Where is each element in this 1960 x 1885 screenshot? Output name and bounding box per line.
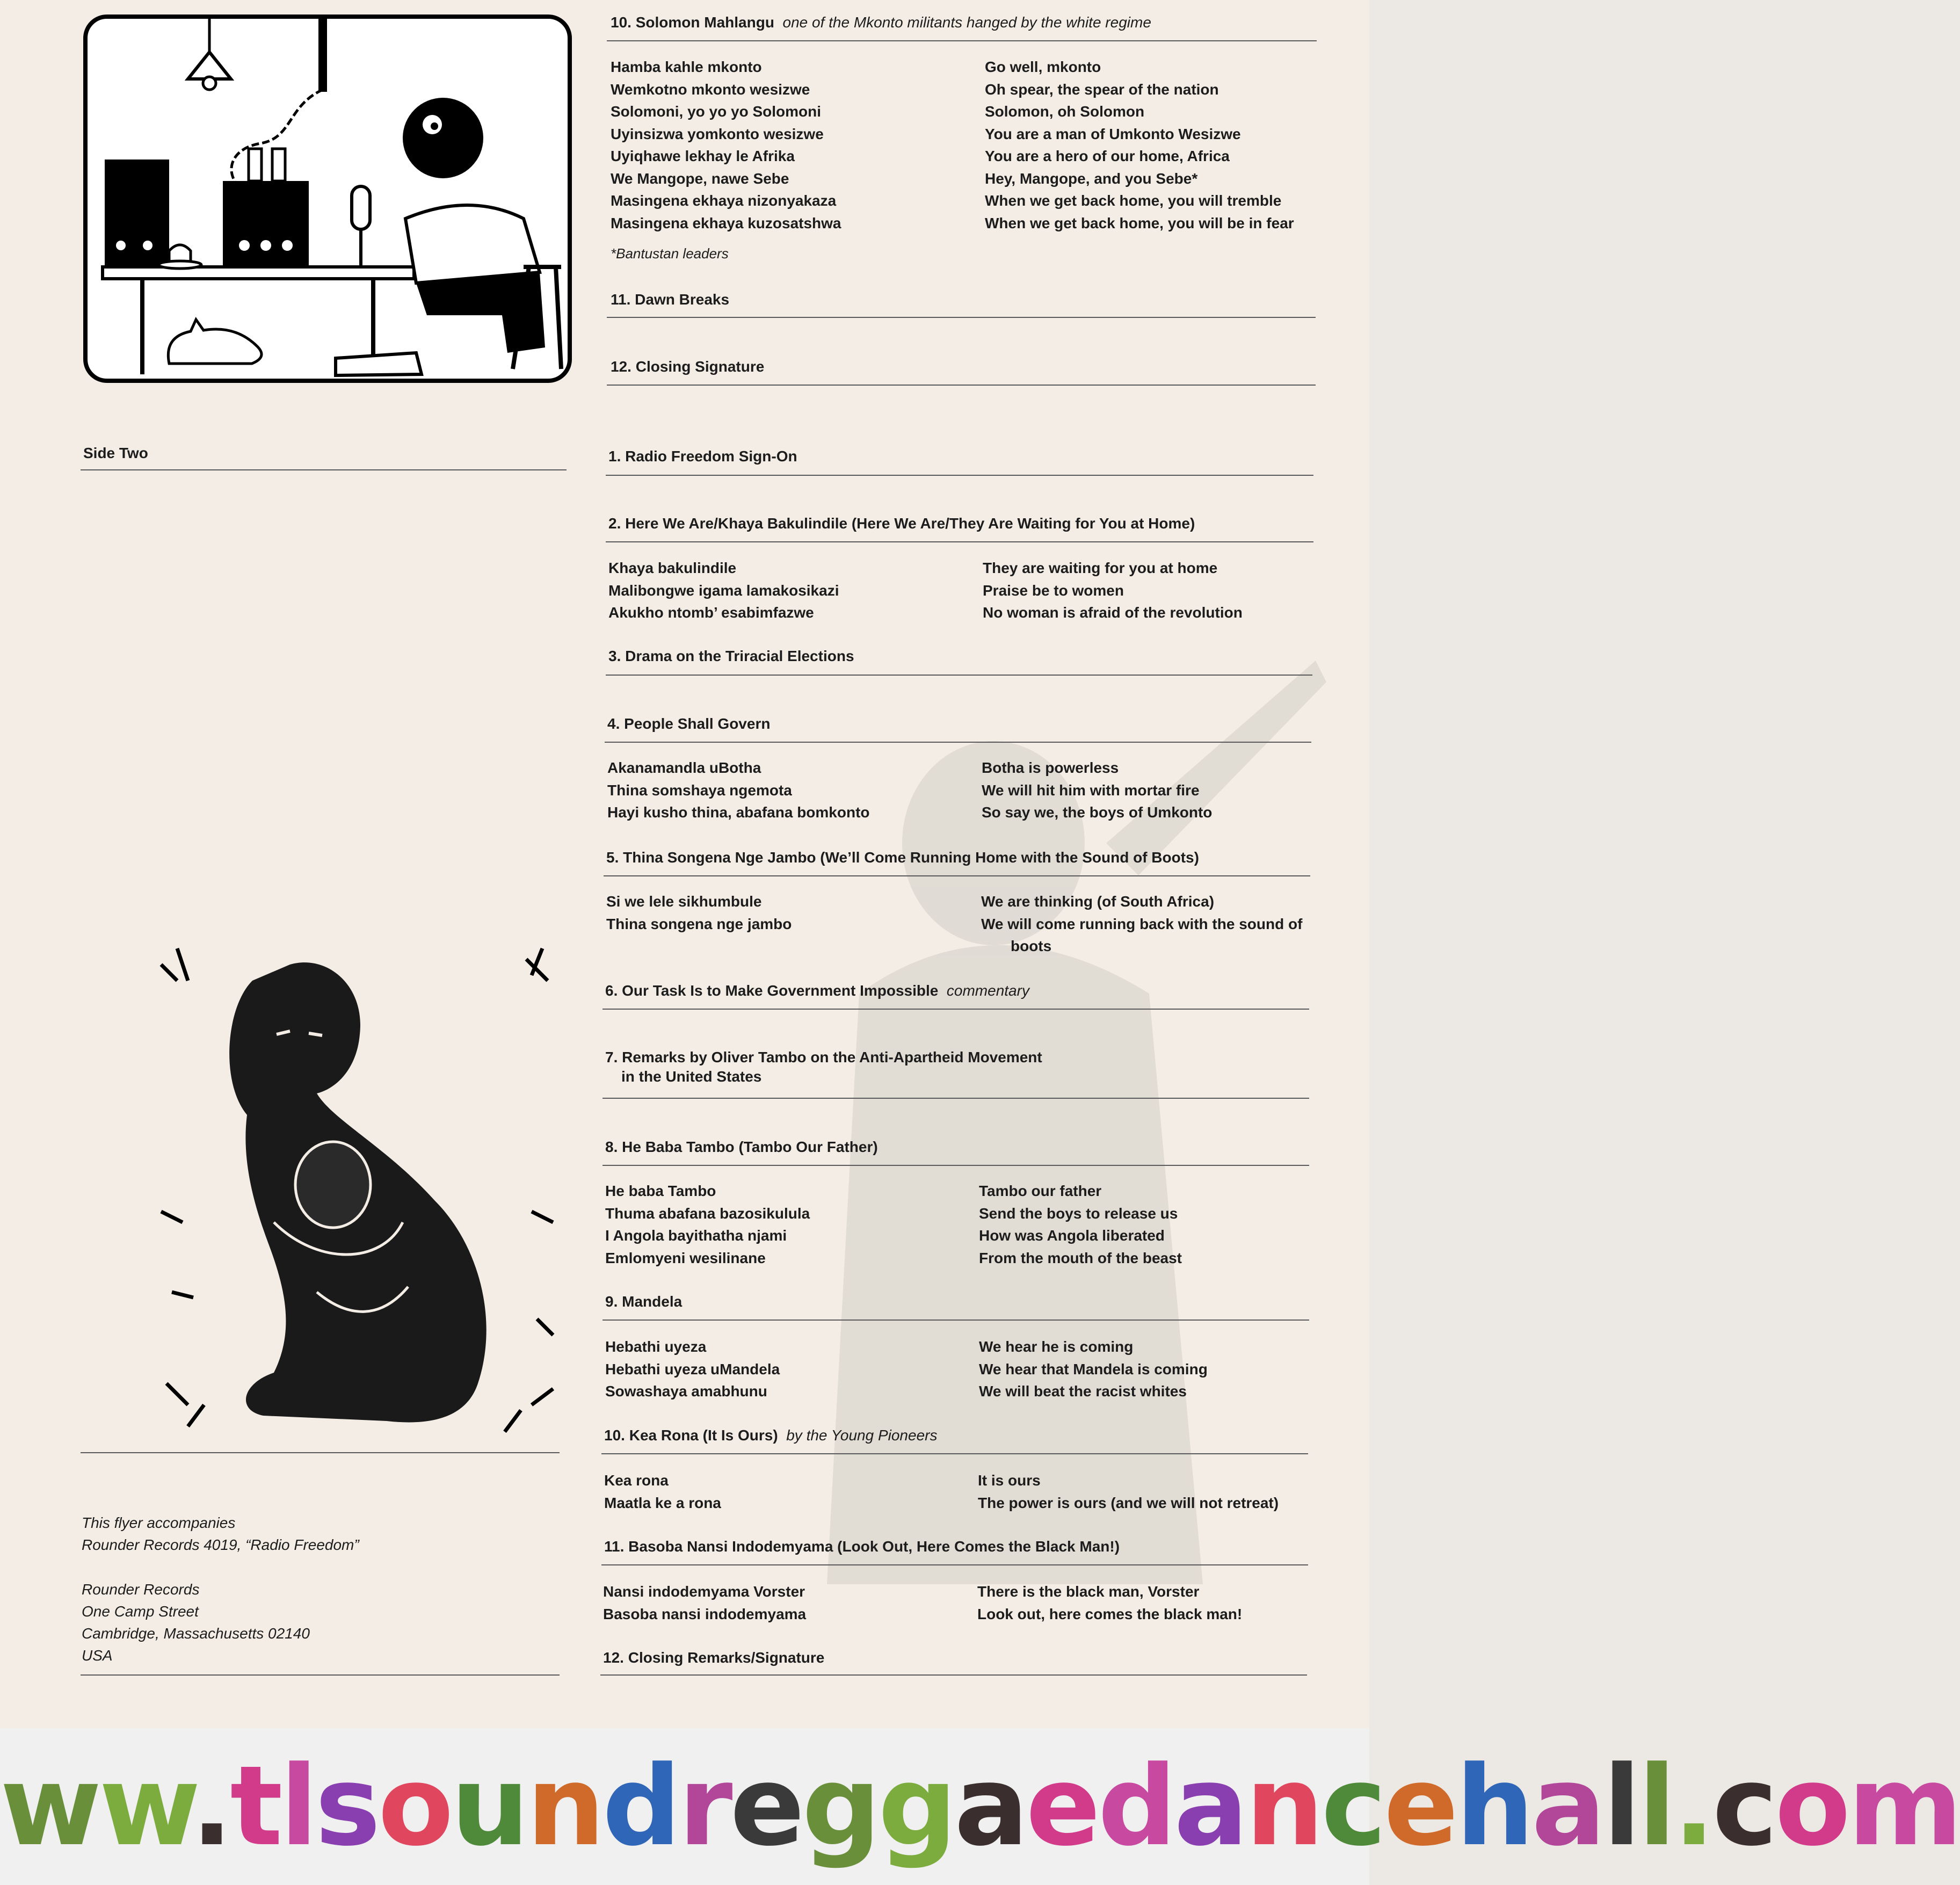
lyrics-zulu: [605, 1336, 780, 1403]
lyrics-zulu: [603, 1581, 806, 1625]
address-line: Cambridge, Massachusetts 02140: [82, 1625, 310, 1642]
lyrics-english: [983, 557, 1243, 624]
lyric-line: Hebathi uyeza uMandela: [605, 1360, 780, 1378]
divider: [602, 1098, 1309, 1099]
lyric-line: Malibongwe igama lamakosikazi: [608, 582, 839, 599]
divider: [602, 1165, 1309, 1166]
lyric-line: The power is ours (and we will not retreat): [978, 1494, 1279, 1511]
lyric-line: Thina somshaya ngemota: [607, 781, 792, 799]
divider: [602, 1009, 1309, 1010]
lyric-line: It is ours: [978, 1472, 1041, 1489]
radio-studio-illustration: [83, 15, 572, 383]
website-watermark: ww.tlsoundreggaedancehall.com: [0, 1743, 1960, 1871]
lyric-line: We will beat the racist whites: [979, 1383, 1187, 1400]
lyrics-zulu: [608, 557, 839, 624]
mother-and-child-woodcut: [156, 943, 560, 1442]
lyrics-english: [985, 56, 1294, 234]
lyric-line: From the mouth of the beast: [979, 1249, 1182, 1266]
divider: [601, 1453, 1308, 1454]
lyric-line: Thina songena nge jambo: [606, 915, 792, 932]
divider: [605, 742, 1311, 743]
lyric-line: Hayi kusho thina, abafana bomkonto: [607, 804, 870, 821]
side-two-heading: Side Two: [83, 445, 148, 461]
lyric-line: We Mangope, nawe Sebe: [611, 170, 789, 187]
lyric-line: Akanamandla uBotha: [607, 759, 761, 776]
track-title: 12. Closing Remarks/Signature: [603, 1649, 825, 1666]
footnote: *Bantustan leaders: [611, 245, 729, 262]
lyrics-english: [981, 890, 1302, 958]
divider: [601, 1564, 1308, 1565]
lyrics-english: [979, 1336, 1208, 1403]
lyric-line: Solomon, oh Solomon: [985, 103, 1145, 120]
lyric-line: No woman is afraid of the revolution: [983, 604, 1243, 621]
lyric-line: Akukho ntomb’ esabimfazwe: [608, 604, 814, 621]
lyrics-zulu: [607, 757, 870, 824]
lyric-line: Go well, mkonto: [985, 59, 1101, 75]
lyric-line: Hey, Mangope, and you Sebe*: [985, 170, 1198, 187]
lyrics-english: [979, 1180, 1182, 1269]
divider: [607, 40, 1317, 41]
divider: [604, 875, 1310, 876]
divider: [81, 1674, 560, 1676]
lyric-line: Oh spear, the spear of the nation: [985, 81, 1219, 98]
lyrics-english: [977, 1581, 1242, 1625]
divider: [600, 1674, 1307, 1676]
lyric-line: How was Angola liberated: [979, 1227, 1165, 1244]
lyric-line: Khaya bakulindile: [608, 560, 737, 576]
lyric-line: You are a hero of our home, Africa: [985, 148, 1230, 164]
track-title: 10. Solomon Mahlangu one of the Mkonto militants hanged by the white regime: [611, 14, 1151, 31]
track-title: 12. Closing Signature: [611, 358, 765, 375]
divider: [606, 475, 1313, 476]
lyric-line: Basoba nansi indodemyama: [603, 1605, 807, 1622]
track-title: 8. He Baba Tambo (Tambo Our Father): [605, 1139, 878, 1155]
lyric-line: So say we, the boys of Umkonto: [982, 804, 1213, 821]
lyric-line: Hamba kahle mkonto: [611, 59, 762, 75]
divider: [607, 385, 1316, 386]
divider: [81, 1452, 560, 1453]
lyric-line: Hebathi uyeza: [605, 1338, 707, 1355]
lyric-line: I Angola bayithatha njami: [605, 1227, 787, 1244]
lyric-line: Wemkotno mkonto wesizwe: [611, 81, 810, 98]
lyric-line: When we get back home, you will be in fear: [985, 214, 1294, 231]
lyric-line: You are a man of Umkonto Wesizwe: [985, 125, 1241, 142]
track-title: 11. Basoba Nansi Indodemyama (Look Out, Here Comes the Black Man!): [604, 1538, 1120, 1555]
lyric-line: Tambo our father: [979, 1183, 1102, 1199]
note-line: Rounder Records 4019, “Radio Freedom”: [82, 1536, 359, 1553]
lyric-line: boots: [1011, 938, 1052, 954]
lyric-line: Look out, here comes the black man!: [977, 1605, 1243, 1622]
note-line: This flyer accompanies: [82, 1514, 236, 1531]
lyric-line: We hear he is coming: [979, 1338, 1134, 1355]
track-title: 6. Our Task Is to Make Government Impossible commentary: [605, 982, 1029, 999]
lyric-line: We will hit him with mortar fire: [982, 781, 1200, 799]
lyrics-english: [982, 757, 1212, 824]
track-title: 5. Thina Songena Nge Jambo (We’ll Come Running Home with the Sound of Boots): [606, 849, 1199, 866]
lyric-line: We will come running back with the sound of: [981, 915, 1303, 932]
track-title: 1. Radio Freedom Sign-On: [608, 448, 797, 465]
lyric-line: We hear that Mandela is coming: [979, 1360, 1208, 1378]
divider: [81, 469, 567, 470]
lyric-line: Botha is powerless: [982, 759, 1119, 776]
flyer-note: [82, 1512, 359, 1556]
lyric-line: Kea rona: [604, 1472, 669, 1489]
address-line: Rounder Records: [82, 1581, 200, 1598]
lyric-line: Nansi indodemyama Vorster: [603, 1583, 805, 1600]
track-title: 10. Kea Rona (It Is Ours) by the Young Pioneers: [604, 1427, 938, 1444]
lyrics-english: [978, 1469, 1279, 1514]
track-title: 3. Drama on the Triracial Elections: [608, 648, 854, 664]
lyric-line: Uyiqhawe lekhay le Afrika: [611, 148, 795, 164]
lyric-line: He baba Tambo: [605, 1183, 716, 1199]
track-title: 11. Dawn Breaks: [611, 291, 730, 308]
mailing-address: [82, 1578, 310, 1666]
lyric-line: Maatla ke a rona: [604, 1494, 721, 1511]
divider: [607, 317, 1316, 318]
track-title: 4. People Shall Govern: [607, 715, 771, 732]
lyric-line: When we get back home, you will tremble: [985, 192, 1282, 209]
lyrics-zulu: [606, 890, 792, 935]
lyrics-zulu: [605, 1180, 810, 1269]
lyric-line: Uyinsizwa yomkonto wesizwe: [611, 125, 824, 142]
divider: [602, 1320, 1309, 1321]
track-title: 7. Remarks by Oliver Tambo on the Anti-Apartheid Movement in the United States: [605, 1049, 1042, 1085]
lyric-line: Masingena ekhaya kuzosatshwa: [611, 214, 841, 231]
lyrics-zulu: [611, 56, 841, 234]
divider: [606, 675, 1312, 676]
lyric-line: Praise be to women: [983, 582, 1124, 599]
lyric-line: Masingena ekhaya nizonyakaza: [611, 192, 837, 209]
lyrics-zulu: [604, 1469, 721, 1514]
lyric-line: There is the black man, Vorster: [977, 1583, 1200, 1600]
lyric-line: Si we lele sikhumbule: [606, 893, 762, 910]
lyric-line: Solomoni, yo yo yo Solomoni: [611, 103, 822, 120]
address-line: USA: [82, 1647, 113, 1664]
lyric-line: Sowashaya amabhunu: [605, 1383, 767, 1400]
lyric-line: Send the boys to release us: [979, 1205, 1178, 1222]
lyric-line: Thuma abafana bazosikulula: [605, 1205, 810, 1222]
divider: [606, 541, 1313, 542]
address-line: One Camp Street: [82, 1603, 199, 1620]
track-title: 9. Mandela: [605, 1293, 683, 1310]
lyric-line: We are thinking (of South Africa): [981, 893, 1215, 910]
lyric-line: They are waiting for you at home: [983, 560, 1218, 576]
lyric-line: Emlomyeni wesilinane: [605, 1249, 766, 1266]
track-title: 2. Here We Are/Khaya Bakulindile (Here We Are/They Are Waiting for You at Home): [608, 515, 1195, 532]
